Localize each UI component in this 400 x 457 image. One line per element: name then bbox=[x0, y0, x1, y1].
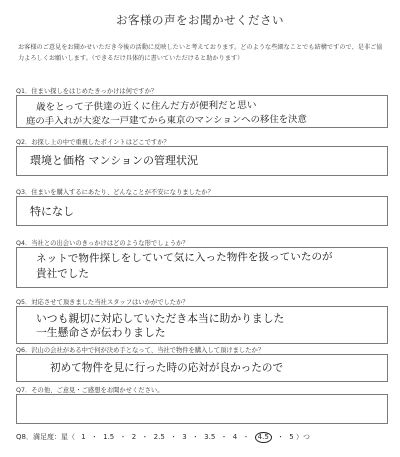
scale-separator: ・ bbox=[114, 433, 132, 441]
scale-option-1[interactable]: 1 bbox=[81, 433, 86, 441]
scale-option-3-5[interactable]: 3.5 bbox=[204, 433, 216, 441]
scale-separator: ・ bbox=[136, 433, 154, 441]
scale-option-4-5[interactable]: 4.5 bbox=[255, 432, 272, 443]
answer-3-line-1: 特になし bbox=[30, 205, 74, 218]
answer-4-line-1: ネットで物件探しをしていて気に入った物件を扱っていたのが bbox=[35, 250, 333, 265]
answer-6-line-1: 初めて物件を見に行った時の応対が良かったので bbox=[50, 362, 284, 374]
satisfaction-scale bbox=[81, 432, 294, 443]
page-title: お客様の声をお聞かせください bbox=[116, 13, 284, 27]
question-5-label: Q5．対応させて頂きました当社スタッフはいかがでしたか？ bbox=[16, 299, 189, 306]
question-6-label: Q6．沢山の会社がある中で何が決め手となって、当社で物件を購入して頂けましたか？ bbox=[16, 347, 265, 354]
question-1-label: Q1．住まい探しをはじめたきっかけは何ですか？ bbox=[16, 88, 158, 95]
satisfaction-row bbox=[16, 432, 388, 443]
satisfaction-suffix: ）つ bbox=[295, 433, 310, 441]
scale-separator: ・ bbox=[186, 433, 205, 441]
answer-5-line-2: 一生懸命さが伝わりました bbox=[36, 326, 166, 339]
scale-option-2-5[interactable]: 2.5 bbox=[153, 433, 165, 441]
scale-separator: ・ bbox=[164, 433, 183, 441]
answer-1-line-2: 庭の手入れが大変な一戸建てから東京のマンションへの移住を決意 bbox=[25, 114, 307, 127]
answer-2-line-1: 環境と価格 マンションの管理状況 bbox=[30, 154, 199, 167]
intro-text: お客様のご意見をお聞かせいただき今後の活動に反映したいと考えております。どのような些細なことでも結構ですので、是非ご協力よろしくお願いします。（できるだけ具体的に書いていただけると助かります） bbox=[18, 44, 383, 62]
scale-option-1-5[interactable]: 1.5 bbox=[103, 433, 115, 441]
answer-box-7 bbox=[16, 394, 388, 424]
answer-5-line-1: いつも親切に対応していただき本当に助かりました bbox=[36, 312, 285, 325]
scale-separator: ・ bbox=[271, 433, 290, 441]
question-7-label: Q7．その他、ご意見・ご感想をお聞かせください。 bbox=[16, 387, 164, 394]
answer-1-line-1: 歳をとって子供達の近くに住んだ方が便利だと思い bbox=[35, 100, 257, 113]
scale-separator: ・ bbox=[85, 433, 104, 441]
scale-option-2[interactable]: 2 bbox=[131, 433, 137, 441]
scale-option-3[interactable]: 3 bbox=[182, 433, 187, 441]
question-4-label: Q4．当社との出会いのきっかけはどのような形でしょうか？ bbox=[16, 240, 189, 247]
scale-option-5[interactable]: 5 bbox=[289, 433, 294, 441]
answer-4-line-2: 貴社でした bbox=[36, 268, 89, 280]
satisfaction-label: Q8．満足度：星（ bbox=[16, 433, 75, 441]
scale-separator: ・ bbox=[237, 433, 255, 441]
question-3-label: Q3．住まいを購入するにあたり、どんなことが不安になりましたか？ bbox=[16, 189, 214, 196]
question-2-label: Q2．お探し上の中で重視したポイントはどこですか？ bbox=[16, 139, 170, 146]
scale-separator: ・ bbox=[215, 433, 233, 441]
scale-option-4[interactable]: 4 bbox=[232, 433, 238, 441]
